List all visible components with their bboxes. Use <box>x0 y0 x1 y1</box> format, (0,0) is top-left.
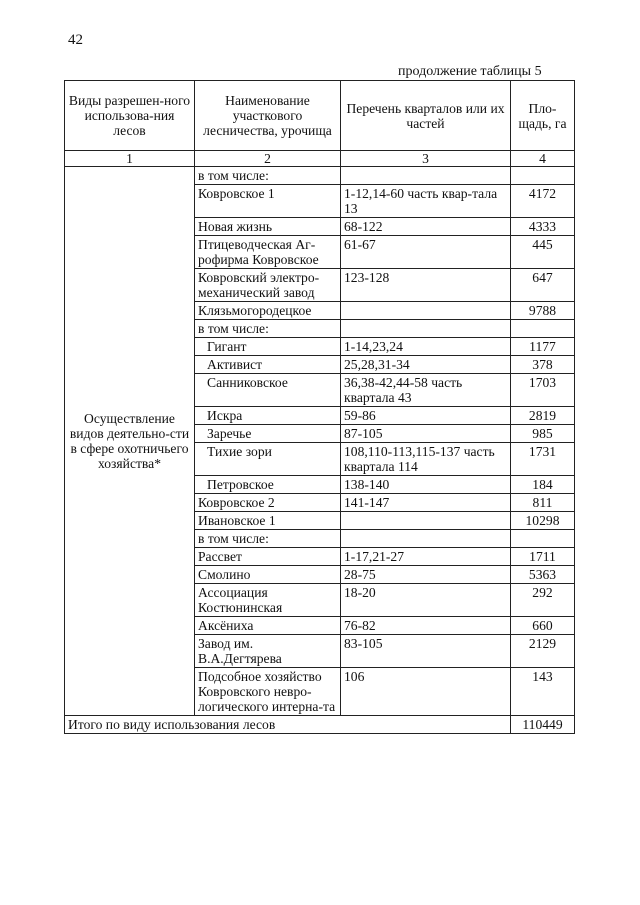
area-value: 1731 <box>511 443 575 476</box>
district-name: Ковровское 2 <box>195 494 341 512</box>
column-number: 1 <box>65 151 195 167</box>
district-name: Ивановское 1 <box>195 512 341 530</box>
total-empty-cell <box>341 716 511 734</box>
area-value: 647 <box>511 269 575 302</box>
quarters-list: 141-147 <box>341 494 511 512</box>
area-value: 9788 <box>511 302 575 320</box>
district-name: Петровское <box>195 476 341 494</box>
header-use-type: Виды разрешен-ного использова-ния лесов <box>65 81 195 151</box>
area-value <box>511 530 575 548</box>
area-value: 1703 <box>511 374 575 407</box>
quarters-list: 123-128 <box>341 269 511 302</box>
district-name: Птицеводческая Аг-рофирма Ковровское <box>195 236 341 269</box>
quarters-list: 138-140 <box>341 476 511 494</box>
district-name: Ковровское 1 <box>195 185 341 218</box>
quarters-list: 108,110-113,115-137 часть квартала 114 <box>341 443 511 476</box>
district-name: Санниковское <box>195 374 341 407</box>
area-value: 985 <box>511 425 575 443</box>
district-name: Рассвет <box>195 548 341 566</box>
district-name: Новая жизнь <box>195 218 341 236</box>
area-value: 184 <box>511 476 575 494</box>
district-name: в том числе: <box>195 530 341 548</box>
table-body <box>65 167 575 734</box>
total-label: Итого по виду использования лесов <box>65 716 341 734</box>
area-value: 292 <box>511 584 575 617</box>
district-name: Заречье <box>195 425 341 443</box>
area-value: 2129 <box>511 635 575 668</box>
quarters-list: 59-86 <box>341 407 511 425</box>
quarters-list <box>341 512 511 530</box>
quarters-list <box>341 302 511 320</box>
area-value: 5363 <box>511 566 575 584</box>
quarters-list: 28-75 <box>341 566 511 584</box>
area-value: 2819 <box>511 407 575 425</box>
quarters-list: 83-105 <box>341 635 511 668</box>
quarters-list <box>341 320 511 338</box>
column-number: 4 <box>511 151 575 167</box>
district-name: в том числе: <box>195 320 341 338</box>
quarters-list: 1-17,21-27 <box>341 548 511 566</box>
forest-use-table <box>64 80 575 734</box>
area-value: 660 <box>511 617 575 635</box>
total-area-value: 110449 <box>511 716 575 734</box>
district-name: Аксёниха <box>195 617 341 635</box>
district-name: Искра <box>195 407 341 425</box>
quarters-list <box>341 167 511 185</box>
header-area: Пло-щадь, га <box>511 81 575 151</box>
quarters-list: 18-20 <box>341 584 511 617</box>
area-value: 4333 <box>511 218 575 236</box>
area-value <box>511 320 575 338</box>
table-row <box>65 167 575 185</box>
area-value: 378 <box>511 356 575 374</box>
quarters-list <box>341 530 511 548</box>
district-name: Клязьмогородецкое <box>195 302 341 320</box>
quarters-list: 106 <box>341 668 511 716</box>
quarters-list: 68-122 <box>341 218 511 236</box>
use-type-cell: Осуществление видов деятельно-сти в сфере охотничьего хозяйства* <box>65 167 195 716</box>
district-name: Гигант <box>195 338 341 356</box>
area-value <box>511 167 575 185</box>
area-value: 811 <box>511 494 575 512</box>
forest-use-table-container <box>64 80 575 734</box>
quarters-list: 25,28,31-34 <box>341 356 511 374</box>
district-name: Ассоциация Костюнинская <box>195 584 341 617</box>
district-name: Подсобное хозяйство Ковровского невро-логического интерна-та <box>195 668 341 716</box>
quarters-list: 1-12,14-60 часть квар-тала 13 <box>341 185 511 218</box>
area-value: 1177 <box>511 338 575 356</box>
header-quarters-list: Перечень кварталов или их частей <box>341 81 511 151</box>
district-name: Активист <box>195 356 341 374</box>
quarters-list: 61-67 <box>341 236 511 269</box>
district-name: Тихие зори <box>195 443 341 476</box>
table-caption: продолжение таблицы 5 <box>398 64 542 79</box>
area-value: 4172 <box>511 185 575 218</box>
quarters-list: 76-82 <box>341 617 511 635</box>
header-district-name: Наименование участкового лесничества, урочища <box>195 81 341 151</box>
quarters-list: 36,38-42,44-58 часть квартала 43 <box>341 374 511 407</box>
district-name: Ковровский электро-механический завод <box>195 269 341 302</box>
district-name: Смолино <box>195 566 341 584</box>
quarters-list: 87-105 <box>341 425 511 443</box>
total-row <box>65 716 575 734</box>
area-value: 445 <box>511 236 575 269</box>
area-value: 143 <box>511 668 575 716</box>
district-name: Завод им. В.А.Дегтярева <box>195 635 341 668</box>
area-value: 1711 <box>511 548 575 566</box>
column-number: 3 <box>341 151 511 167</box>
column-number: 2 <box>195 151 341 167</box>
page-number: 42 <box>68 32 83 48</box>
district-name: в том числе: <box>195 167 341 185</box>
area-value: 10298 <box>511 512 575 530</box>
quarters-list: 1-14,23,24 <box>341 338 511 356</box>
